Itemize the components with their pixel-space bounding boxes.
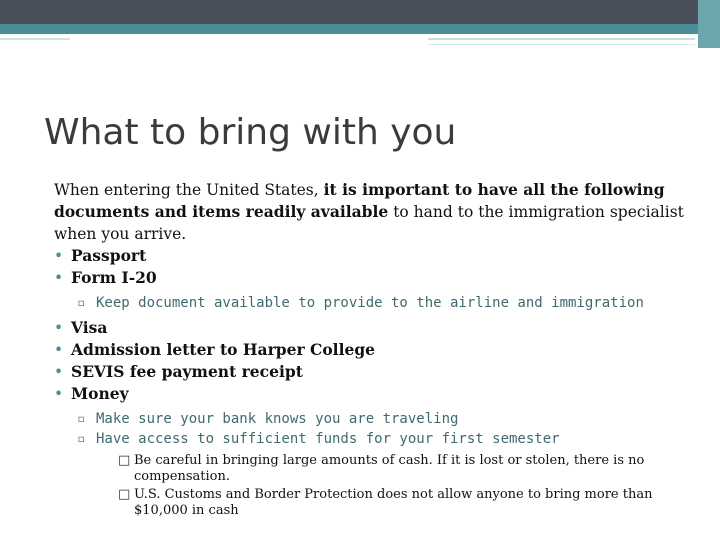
sub-sub-list-item: □ Be careful in bringing large amounts of cash. If it is lost or stolen, there is no compensation.: [118, 453, 694, 485]
sub-sub-list-item: □ U.S. Customs and Border Protection does not allow anyone to bring more than $10,000 in cash: [118, 487, 694, 519]
intro-text: to hand to the immigration specialist when you arrive.: [54, 203, 684, 243]
list-item: • Passport: [54, 245, 694, 267]
header-accent-line: [428, 44, 695, 45]
sub-list-item: ▫ Have access to sufficient funds for your first semester: [77, 429, 694, 449]
list-item: • SEVIS fee payment receipt: [54, 361, 694, 383]
intro-text: When entering the United States,: [54, 181, 324, 199]
intro-bold-text: it is important to have all the following documents and items readily available: [54, 180, 665, 221]
sub-list-item: ▫ Keep document available to provide to the airline and immigration: [77, 293, 694, 313]
slide-body: [54, 179, 694, 521]
intro-paragraph: [54, 179, 694, 245]
header-bar-dark: [0, 0, 720, 24]
list-item: • Money: [54, 383, 694, 405]
header-bar-teal: [0, 24, 720, 34]
sub-list: [54, 409, 694, 449]
list-item: • Visa: [54, 317, 694, 339]
sub-list: [54, 293, 694, 313]
sub-list-item: ▫ Make sure your bank knows you are traveling: [77, 409, 694, 429]
list-item: • Form I-20: [54, 267, 694, 289]
header-corner-block: [698, 0, 720, 48]
sub-sub-list: [54, 453, 694, 519]
header-accent-line: [0, 38, 70, 40]
header-accent-line: [428, 38, 695, 40]
slide-title: What to bring with you: [44, 112, 457, 153]
list-item: • Admission letter to Harper College: [54, 339, 694, 361]
document-list: [54, 245, 694, 289]
document-list: [54, 317, 694, 405]
